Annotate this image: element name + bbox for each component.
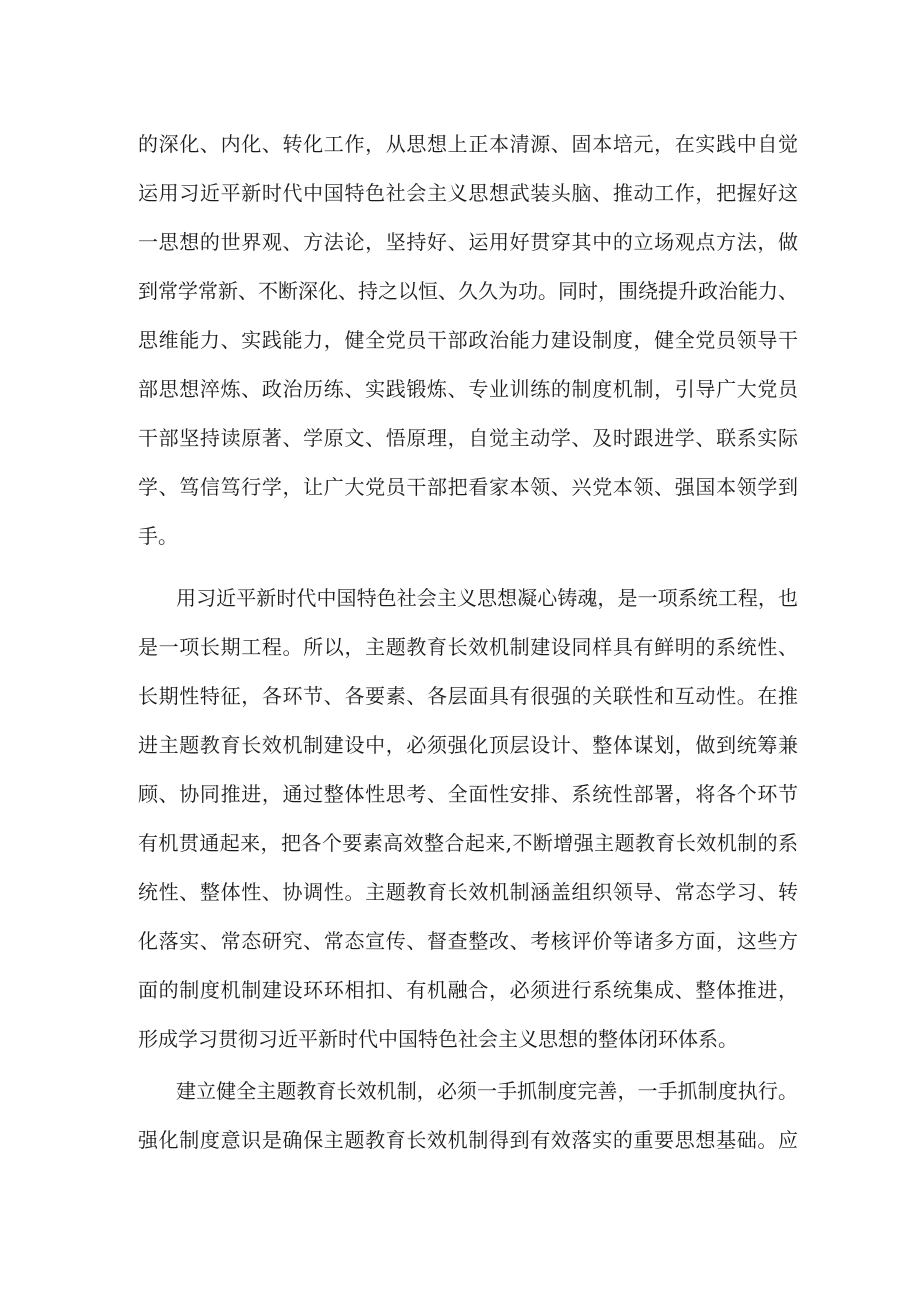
text-line: 干部坚持读原著、学原文、悟原理，自觉主动学、及时跟进学、联系实际 xyxy=(138,426,798,450)
text-line: 进主题教育长效机制建设中，必须强化顶层设计、整体谋划，做到统筹兼 xyxy=(138,733,798,757)
text-line: 学、笃信笃行学，让广大党员干部把看家本领、兴党本领、强国本领学到 xyxy=(138,475,798,499)
text-line: 部思想淬炼、政治历练、实践锻炼、专业训练的制度机制，引导广大党员 xyxy=(138,377,798,401)
text-line: 运用习近平新时代中国特色社会主义思想武装头脑、推动工作，把握好这 xyxy=(138,181,798,205)
text-line: 有机贯通起来，把各个要素高效整合起来,不断增强主题教育长效机制的系 xyxy=(138,831,798,855)
text-line: 是一项长期工程。所以，主题教育长效机制建设同样具有鲜明的系统性、 xyxy=(138,635,798,659)
text-line: 面的制度机制建设环环相扣、有机融合，必须进行系统集成、整体推进， xyxy=(138,978,798,1002)
text-line: 的深化、内化、转化工作，从思想上正本清源、固本培元，在实践中自觉 xyxy=(138,132,798,156)
text-line: 到常学常新、不断深化、持之以恒、久久为功。同时，围绕提升政治能力、 xyxy=(138,279,798,303)
text-line: 形成学习贯彻习近平新时代中国特色社会主义思想的整体闭环体系。 xyxy=(138,1027,738,1051)
text-line: 手。 xyxy=(138,524,178,548)
text-line: 长期性特征，各环节、各要素、各层面具有很强的关联性和互动性。在推 xyxy=(138,684,798,708)
text-line: 强化制度意识是确保主题教育长效机制得到有效落实的重要思想基础。应 xyxy=(138,1128,798,1152)
text-line: 一思想的世界观、方法论，坚持好、运用好贯穿其中的立场观点方法，做 xyxy=(138,230,798,254)
text-line: 顾、协同推进，通过整体性思考、全面性安排、系统性部署，将各个环节 xyxy=(138,782,798,806)
text-line: 统性、整体性、协调性。主题教育长效机制涵盖组织领导、常态学习、转 xyxy=(138,880,798,904)
text-line: 化落实、常态研究、常态宣传、督查整改、考核评价等诸多方面，这些方 xyxy=(138,929,798,953)
text-line: 思维能力、实践能力，健全党员干部政治能力建设制度，健全党员领导干 xyxy=(138,328,798,352)
text-line: 建立健全主题教育长效机制，必须一手抓制度完善，一手抓制度执行。 xyxy=(176,1079,798,1103)
text-line: 用习近平新时代中国特色社会主义思想凝心铸魂，是一项系统工程，也 xyxy=(176,586,798,610)
